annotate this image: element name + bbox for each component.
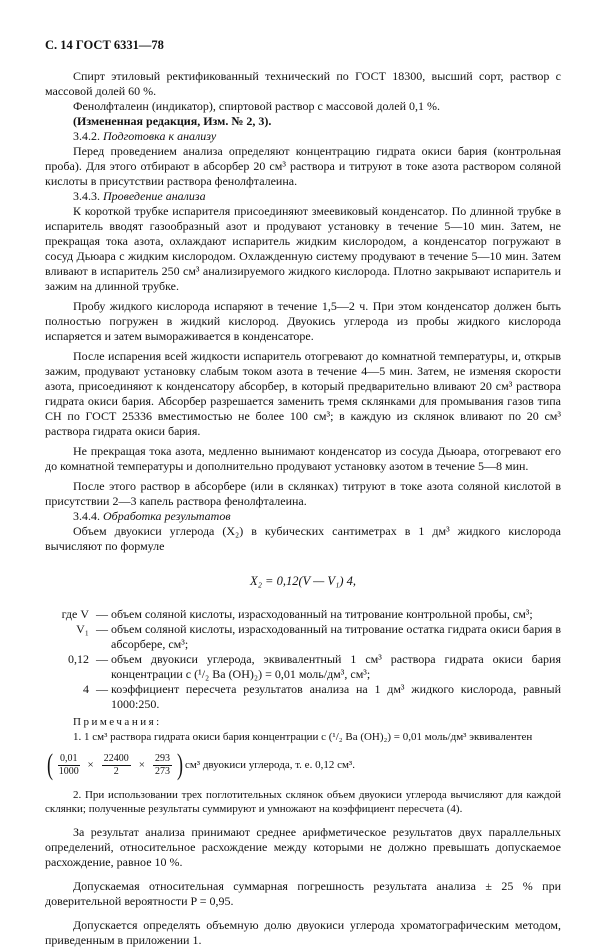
definition-symbol: V₁ bbox=[76, 622, 89, 636]
section-title: Подготовка к анализу bbox=[103, 129, 217, 143]
note-2: 2. При использовании трех поглотительных склянок объем двуокиси углерода вычисляют для каждой склянки; полученные результаты суммируют и умножают на коэффициент пересчета (4). bbox=[45, 789, 561, 815]
note-1: 1. 1 см³ раствора гидрата окиси бария концентрации c (¹/₂ Ba (OH)₂) = 0,01 моль/дм³ эквивалентен bbox=[73, 731, 533, 743]
paragraph-phenolphthalein: Фенолфталеин (индикатор), спиртовой раствор с массовой долей 0,1 %. bbox=[73, 99, 441, 113]
paragraph-result: За результат анализа принимают среднее арифметическое результатов двух параллельных определений, относительное расхождение между которыми не должно превышать допускаемое расхождение, равное 10 %. bbox=[45, 825, 561, 869]
fraction: $\frac{0,01}{1000}$ bbox=[58, 752, 79, 777]
section-title: Проведение анализа bbox=[103, 189, 206, 203]
paragraph-procedure-4: Не прекращая тока азота, медленно вынимают конденсатор из сосуда Дьюара, отогревают его до комнатной температуры и дополнительно продувают установку азотом в течение 5—8 мин. bbox=[45, 444, 561, 473]
paragraph-procedure-2: Пробу жидкого кислорода испаряют в течение 1,5—2 ч. При этом конденсатор должен быть полностью погружен в жидкий кислород. Двуокись углерода из пробы жидкого кислорода испаряется и затем вымораживается в конденсаторе. bbox=[45, 299, 561, 343]
definition-text: объем соляной кислоты, израсходованный на титрование контрольной пробы, см³; bbox=[111, 607, 533, 621]
section-number: 3.4.2. bbox=[73, 129, 100, 143]
definition-item: 0,12 — объем двуокиси углерода, эквивалентный 1 см³ раствора гидрата окиси бария концентрации c (¹/₂ Ba (OH)₂) = 0,01 моль/дм³, см³; bbox=[45, 652, 561, 682]
definition-text: объем соляной кислоты, израсходованный на титрование остатка гидрата окиси бария в абсорбере, см³; bbox=[111, 622, 561, 651]
definition-item: где V — объем соляной кислоты, израсходованный на титрование контрольной пробы, см³; bbox=[45, 607, 561, 622]
formula-definitions bbox=[45, 607, 561, 712]
document-page bbox=[45, 38, 561, 948]
paragraph-procedure-5: После этого раствор в абсорбере (или в склянках) титруют в токе азота соляной кислотой в присутствии 2—3 капель раствора фенолфталеина. bbox=[45, 479, 561, 508]
paragraph-procedure-3: После испарения всей жидкости испаритель отогревают до комнатной температуры, и, открыв зажим, продувают установку слабым током азота в течение 4—5 мин. Затем, не изменяя скорости азота, присоединяют к конденсатору абсорбер, в который предварительно вливают 20 см³ раствора гидрата окиси бария. Абсорбер разрешается заменить тремя склянками для промывания газов типа СН по ГОСТ 25336 вместимостью не более 100 см³; в каждую из склянок вливают по 20 см³ раствора гидрата окиси бария. bbox=[45, 349, 561, 438]
section-title: Обработка результатов bbox=[103, 509, 231, 523]
definition-symbol: где V bbox=[61, 607, 89, 621]
note-1-tail: см³ двуокиси углерода, т. е. 0,12 см³. bbox=[184, 758, 355, 771]
page-header: С. 14 ГОСТ 6331—78 bbox=[45, 38, 164, 52]
definition-item: 4 — коэффициент пересчета результатов анализа на 1 дм³ жидкого кислорода, равный 1000:250. bbox=[45, 682, 561, 712]
paragraph-error: Допускаемая относительная суммарная погрешность результата анализа ± 25 % при доверительной вероятности P = 0,95. bbox=[45, 879, 561, 908]
definition-symbol: 0,12 bbox=[68, 652, 89, 666]
fraction: $\frac{22400}{2}$ bbox=[103, 752, 129, 777]
section-3-4-4-heading bbox=[45, 509, 561, 524]
formula: X₂ = 0,12(V — V₁) 4, bbox=[249, 574, 357, 588]
paragraph-chromatography: Допускается определять объемную долю двуокиси углерода хроматографическим методом, приведенным в приложении 1. bbox=[45, 918, 561, 947]
fraction: $\frac{293}{273}$ bbox=[154, 752, 170, 777]
paragraph-procedure-1: К короткой трубке испарителя присоединяют змеевиковый конденсатор. По длинной трубке в испаритель вводят газообразный азот и продувают установку в течение 5—10 мин. Затем, не прекращая тока азота, охлаждают испаритель жидким кислородом, а конденсатор погружают в сосуд Дьюара с жидким кислородом. Охлажденную систему продувают в течение 5—10 мин. Затем вливают в испаритель 250 см³ анализируемого жидкого кислорода. Плотно закрывают испаритель и зажим на длинной трубке. bbox=[45, 204, 561, 293]
definition-text: объем двуокиси углерода, эквивалентный 1 см³ раствора гидрата окиси бария концентрации c (¹/₂ Ba (OH)₂) = 0,01 моль/дм³, см³; bbox=[111, 652, 561, 681]
paragraph-calculation: Объем двуокиси углерода (X₂) в кубических сантиметрах в 1 дм³ жидкого кислорода вычисляют по формуле bbox=[45, 524, 561, 553]
paragraph-ethanol: Спирт этиловый ректификованный технический по ГОСТ 18300, высший сорт, раствор с массовой долей 60 %. bbox=[45, 69, 561, 98]
paragraph-control-sample: Перед проведением анализа определяют концентрацию гидрата окиси бария (контрольная проба). Для этого отбирают в абсорбер 20 см³ раствора и титруют в токе азота раствором соляной кислоты в присутствии раствора фенолфталеина. bbox=[45, 144, 561, 188]
definition-item: V₁ — объем соляной кислоты, израсходованный на титрование остатка гидрата окиси бария в абсорбере, см³; bbox=[45, 622, 561, 652]
amendment-note: (Измененная редакция, Изм. № 2, 3). bbox=[73, 114, 272, 128]
section-number: 3.4.4. bbox=[73, 509, 100, 523]
notes-title: Примечания: bbox=[73, 716, 162, 728]
section-number: 3.4.3. bbox=[73, 189, 100, 203]
note-1-expression: ( $\frac{0,01}{1000}$ × $\frac{22400}{2}$ × $\frac{293}{273}$ ) см³ двуокиси углерода, т. е. 0,12 см³. bbox=[47, 748, 355, 781]
definition-symbol: 4 bbox=[83, 682, 89, 696]
section-3-4-2-heading bbox=[45, 129, 561, 144]
section-3-4-3-heading bbox=[45, 189, 561, 204]
definition-text: коэффициент пересчета результатов анализа на 1 дм³ жидкого кислорода, равный 1000:250. bbox=[111, 682, 561, 711]
